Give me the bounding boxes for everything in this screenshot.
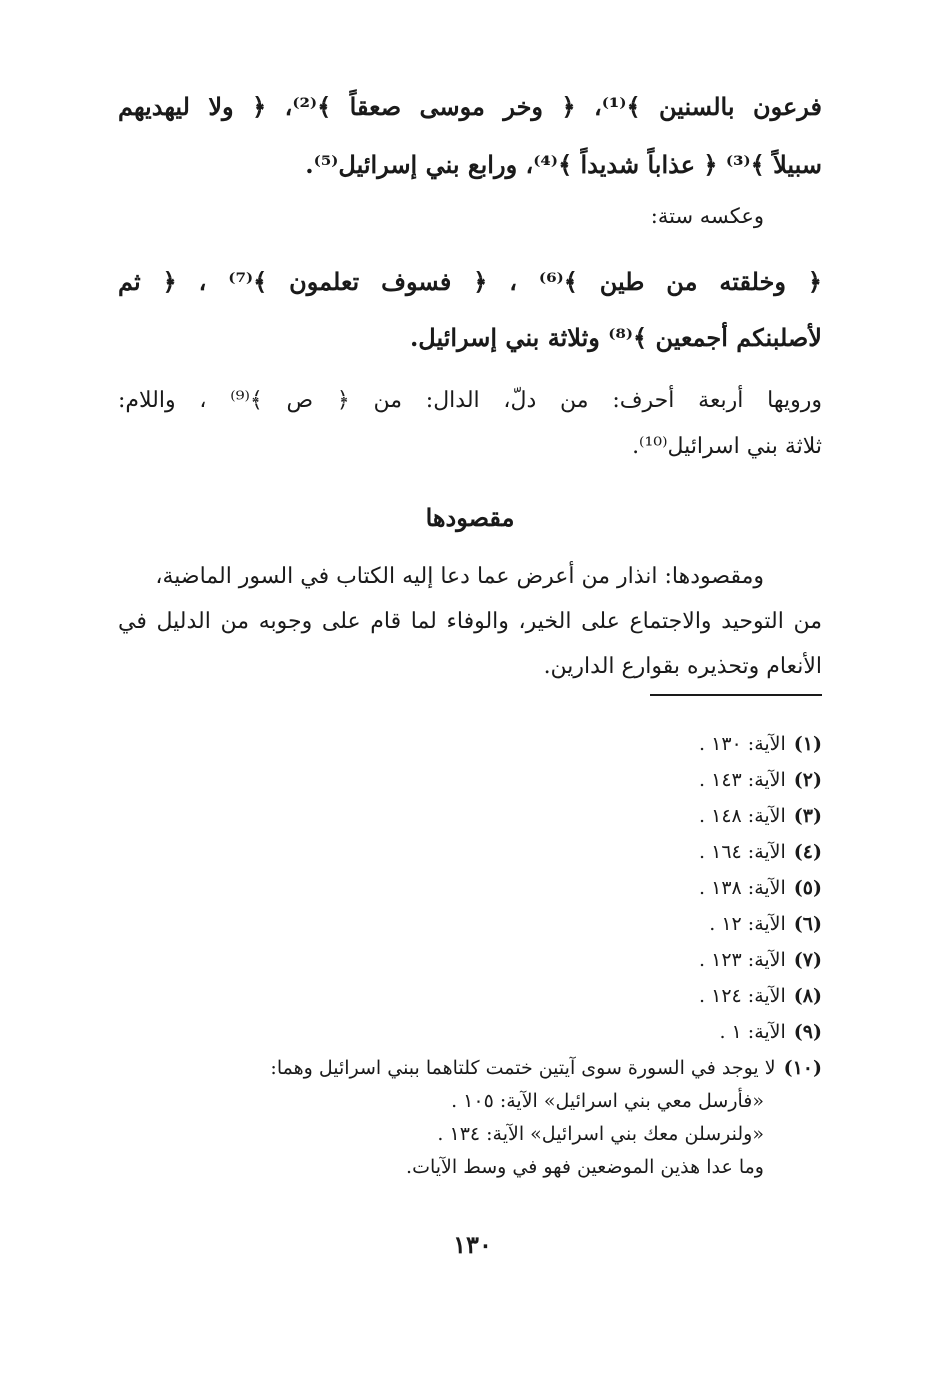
footnotes	[200, 726, 822, 1184]
footnote-text: الآية: ١٢ .	[709, 913, 786, 935]
paragraph-1-line-2: سبيلاً ﴾⁽³⁾ ﴿ عذاباً شديداً ﴾⁽⁴⁾، ورابع بني إسرائيل⁽⁵⁾.	[305, 150, 822, 179]
footnote-9	[200, 1014, 822, 1050]
paragraph-3-line-2: لأصلبنكم أجمعين ﴾⁽⁸⁾ وثلاثة بني إسرائيل.	[409, 323, 822, 352]
footnote-number: (٥)	[793, 877, 822, 899]
footnote-7	[200, 942, 822, 978]
paragraph-1-line-1: فرعون بالسنين ﴾⁽¹⁾، ﴿ وخر موسى صعقاً ﴾⁽²⁾، ﴿ ولا ليهديهم	[118, 92, 823, 121]
footnote-4	[200, 834, 822, 870]
main-text	[118, 78, 822, 689]
footnote-number: (٧)	[793, 949, 822, 971]
footnote-6	[200, 906, 822, 942]
footnote-10-line-3: «ولنرسلن معك بني اسرائيل» الآية: ١٣٤ .	[437, 1123, 764, 1145]
footnote-number: (١٠)	[783, 1057, 822, 1079]
footnote-text: الآية: ١٢٣ .	[699, 949, 786, 971]
footnote-text: الآية: ١٣٠ .	[699, 733, 786, 755]
paragraph-5-line-2: من التوحيد والاجتماع على الخير، والوفاء لما قام على وجوبه من الدليل في	[118, 609, 822, 634]
paragraph-4-line-2: ثلاثة بني اسرائيل⁽¹⁰⁾.	[632, 434, 822, 459]
paragraph-1	[118, 78, 822, 194]
paragraph-4-line-1: ورويها أربعة أحرف: من دلّ، الدال: من ﴿ ص ﴾⁽⁹⁾ ، واللام:	[118, 388, 823, 413]
footnote-number: (١)	[793, 733, 822, 755]
footnote-8	[200, 978, 822, 1014]
footnote-text: لا يوجد في السورة سوى آيتين ختمت كلتاهما ببني اسرائيل وهما:	[270, 1057, 776, 1079]
paragraph-4	[118, 378, 822, 470]
section-heading: مقصودها	[425, 503, 515, 532]
page-number: ١٣٠	[453, 1230, 492, 1259]
paragraph-3-line-1: ﴿ وخلقته من طين ﴾⁽⁶⁾ ، ﴿ فسوف تعلمون ﴾⁽⁷⁾ ، ﴿ ثم	[118, 267, 822, 296]
paragraph-3	[118, 254, 822, 366]
footnote-3	[200, 798, 822, 834]
footnote-number: (٦)	[793, 913, 822, 935]
footnote-number: (٩)	[793, 1021, 822, 1043]
footnote-number: (٨)	[793, 985, 822, 1007]
footnote-1	[200, 726, 822, 762]
paragraph-5-line-3: الأنعام وتحذيره بقوارع الدارين.	[543, 654, 822, 679]
footnote-2	[200, 762, 822, 798]
footnote-text: الآية: ١٣٨ .	[699, 877, 786, 899]
footnote-10-line-4: وما عدا هذين الموضعين فهو في وسط الآيات.	[406, 1156, 764, 1178]
footnote-text: الآية: ١٤٨ .	[699, 805, 786, 827]
footnote-10-line-2: «فأرسل معي بني اسرائيل» الآية: ١٠٥ .	[451, 1090, 764, 1112]
footnote-text: الآية: ١٦٤ .	[699, 841, 786, 863]
footnote-number: (٤)	[793, 841, 822, 863]
footnote-10	[200, 1052, 822, 1184]
footnote-10-line-1	[200, 1052, 822, 1085]
footnote-text: الآية: ١٤٣ .	[699, 769, 786, 791]
paragraph-2: وعكسه ستة:	[650, 204, 764, 228]
footnote-text: الآية: ١ .	[719, 1021, 786, 1043]
paragraph-5	[118, 554, 822, 689]
footnote-number: (٢)	[793, 769, 822, 791]
footnote-divider	[650, 694, 822, 696]
footnote-number: (٣)	[793, 805, 822, 827]
footnote-text: الآية: ١٢٤ .	[699, 985, 786, 1007]
footnote-5	[200, 870, 822, 906]
paragraph-5-line-1: ومقصودها: انذار من أعرض عما دعا إليه الكتاب في السور الماضية،	[155, 564, 764, 589]
